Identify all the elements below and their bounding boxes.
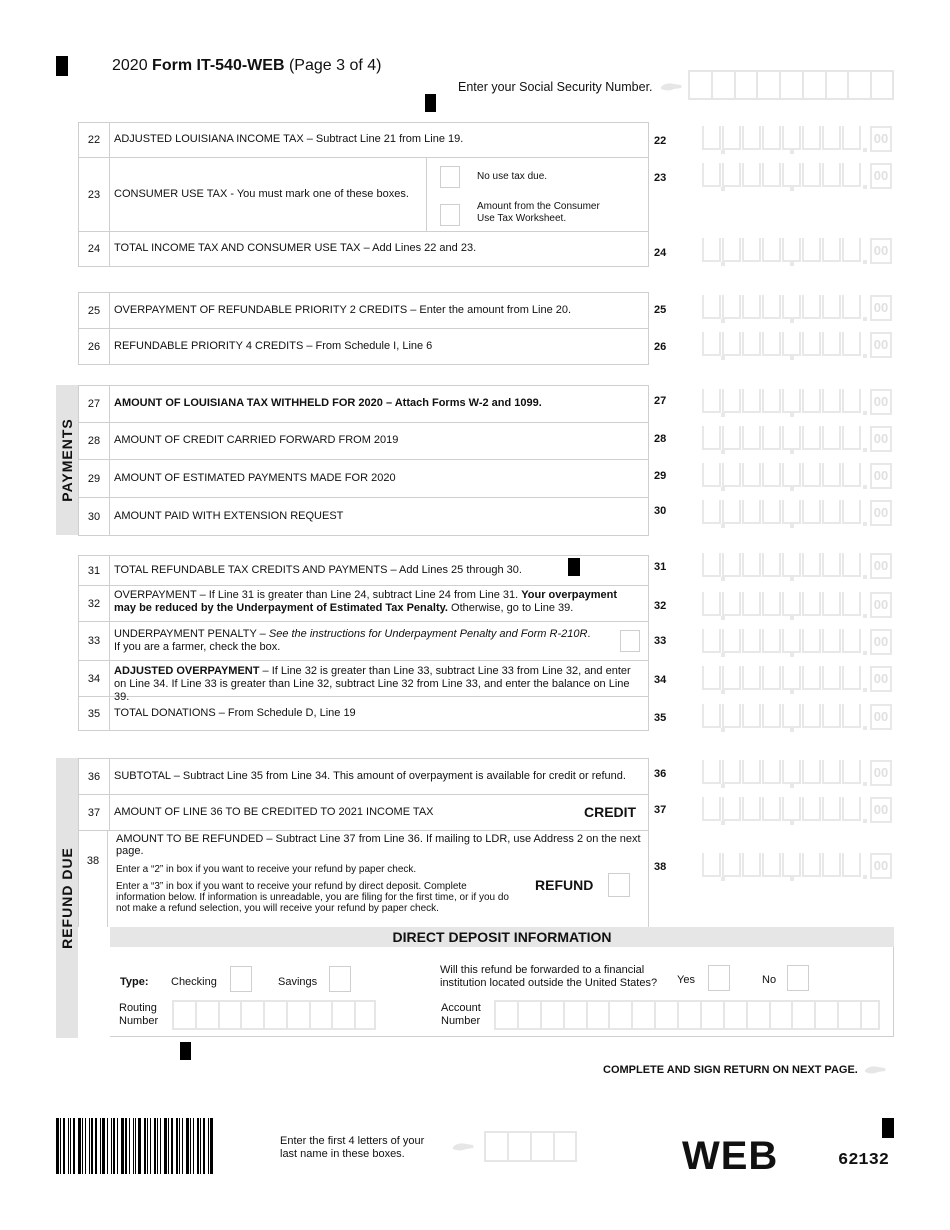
line-number: 22 — [78, 123, 110, 157]
line-31-amount-input[interactable] — [702, 551, 892, 583]
line-35-amount-input[interactable] — [702, 702, 892, 734]
line-number: 38 — [78, 831, 108, 927]
no-label: No — [762, 974, 777, 986]
line-24-amount-input[interactable] — [702, 236, 892, 268]
line-number: 34 — [78, 661, 110, 696]
line-ref-29: 29 — [654, 470, 667, 482]
line-ref-36: 36 — [654, 768, 667, 780]
line-38-amount-input[interactable] — [702, 851, 892, 883]
line-number: 31 — [78, 556, 110, 585]
use-tax-worksheet-label: Amount from the Consumer Use Tax Worksheet. — [477, 201, 600, 224]
line-number: 26 — [78, 329, 110, 364]
barcode-bar — [208, 1118, 209, 1174]
line-ref-30: 30 — [654, 505, 667, 517]
line-number: 32 — [78, 586, 110, 621]
savings-checkbox[interactable] — [329, 966, 351, 992]
line-ref-24: 24 — [654, 247, 667, 259]
line-23-amount-input[interactable] — [702, 161, 892, 193]
barcode-bar — [157, 1118, 158, 1174]
cents-placeholder: 00 — [870, 332, 892, 358]
barcode-bar — [73, 1118, 75, 1174]
direct-deposit-instruction: Enter a “3” in box if you want to receive your refund by direct deposit. Complete information below. If information is unreadable, you are filing for the first time, or if you do not make a refund selection, you will receive your refund by paper check. — [116, 881, 509, 914]
barcode-bar — [56, 1118, 59, 1174]
line-ref-33: 33 — [654, 635, 667, 647]
barcode-bar — [193, 1118, 194, 1174]
pointing-hand-icon — [660, 82, 682, 92]
barcode-bar — [111, 1118, 112, 1174]
barcode-bar — [121, 1118, 124, 1174]
cents-placeholder: 00 — [870, 426, 892, 452]
section-priority-credits — [78, 292, 649, 365]
line-26-amount-input[interactable] — [702, 330, 892, 362]
line-number: 28 — [78, 423, 110, 459]
cents-placeholder: 00 — [870, 666, 892, 692]
checking-checkbox[interactable] — [230, 966, 252, 992]
line-ref-22: 22 — [654, 135, 667, 147]
section-tax — [78, 122, 649, 267]
barcode-bar — [168, 1118, 169, 1174]
foreign-institution-question: Will this refund be forwarded to a financial institution located outside the United States? — [440, 964, 658, 990]
ssn-label: Enter your Social Security Number. — [458, 80, 653, 94]
line-ref-26: 26 — [654, 341, 667, 353]
line-ref-38: 38 — [654, 861, 667, 873]
account-type-label: Type: — [120, 976, 149, 988]
credit-label: CREDIT — [584, 804, 637, 820]
checking-label: Checking — [171, 976, 217, 988]
account-number-input[interactable] — [494, 1000, 880, 1030]
cents-placeholder: 00 — [870, 553, 892, 579]
routing-number-label: Routing Number — [119, 1002, 159, 1028]
barcode-bar — [176, 1118, 178, 1174]
line-ref-31: 31 — [654, 561, 667, 573]
line-description: UNDERPAYMENT PENALTY – See the instructions for Underpayment Penalty and Form R-210R. If you are a farmer, check the box. — [114, 628, 591, 654]
registration-mark — [425, 94, 436, 112]
barcode-bar — [133, 1118, 134, 1174]
line-number: 33 — [78, 622, 110, 660]
barcode-bar — [186, 1118, 189, 1174]
barcode-bar — [100, 1118, 101, 1174]
line-34-amount-input[interactable] — [702, 664, 892, 696]
line-33-amount-input[interactable] — [702, 627, 892, 659]
direct-deposit-header: DIRECT DEPOSIT INFORMATION — [110, 927, 894, 947]
refund-label: REFUND — [535, 877, 594, 893]
barcode-bar — [154, 1118, 156, 1174]
cents-placeholder: 00 — [870, 592, 892, 618]
barcode-bar — [78, 1118, 81, 1174]
barcode-bar — [107, 1118, 108, 1174]
barcode-bar — [144, 1118, 146, 1174]
line-25-amount-input[interactable] — [702, 293, 892, 325]
barcode-bar — [117, 1118, 118, 1174]
line-number: 35 — [78, 697, 110, 730]
line-description: AMOUNT OF LOUISIANA TAX WITHHELD FOR 2020 – Attach Forms W-2 and 1099. — [114, 397, 542, 410]
line-description: ADJUSTED OVERPAYMENT – If Line 32 is greater than Line 33, subtract Line 33 from Line 32, and enter on Line 34. If Line 33 is greater than Line 32, subtract Line 32 from Line 33, and enter the balance on Line 39. — [114, 665, 631, 704]
barcode-bar — [190, 1118, 191, 1174]
cents-placeholder: 00 — [870, 163, 892, 189]
line-29-amount-input[interactable] — [702, 461, 892, 493]
barcode-bar — [91, 1118, 93, 1174]
barcode-bar — [164, 1118, 167, 1174]
cents-placeholder: 00 — [870, 797, 892, 823]
foreign-yes-checkbox[interactable] — [708, 965, 730, 991]
cents-placeholder: 00 — [870, 295, 892, 321]
barcode-bar — [160, 1118, 161, 1174]
cents-placeholder: 00 — [870, 629, 892, 655]
line-number: 24 — [78, 232, 110, 266]
line-ref-34: 34 — [654, 674, 667, 686]
refund-due-sidebar: REFUND DUE — [56, 758, 78, 1038]
pointing-hand-icon — [864, 1065, 886, 1075]
line-32-amount-input[interactable] — [702, 590, 892, 622]
line-28-amount-input[interactable] — [702, 424, 892, 456]
line-number: 37 — [78, 795, 110, 830]
barcode — [56, 1118, 228, 1174]
barcode-bar — [129, 1118, 130, 1174]
barcode-bar — [95, 1118, 97, 1174]
cents-placeholder: 00 — [870, 463, 892, 489]
line-37-amount-input[interactable] — [702, 795, 892, 827]
line-number: 27 — [78, 386, 110, 422]
yes-label: Yes — [677, 974, 695, 986]
routing-number-input[interactable] — [172, 1000, 376, 1030]
last-name-input[interactable] — [484, 1131, 577, 1162]
section-refund — [78, 758, 649, 927]
payments-sidebar: PAYMENTS — [56, 385, 78, 535]
section-overpayment — [78, 555, 649, 731]
barcode-bar — [147, 1118, 148, 1174]
registration-mark — [180, 1042, 191, 1060]
section-payments — [78, 385, 649, 536]
line-number: 30 — [78, 498, 110, 535]
line-number: 29 — [78, 460, 110, 497]
registration-mark — [56, 56, 68, 76]
line-number: 36 — [78, 759, 110, 794]
line-30-amount-input[interactable] — [702, 498, 892, 530]
line-description: TOTAL DONATIONS – From Schedule D, Line 19 — [114, 706, 356, 719]
barcode-bar — [68, 1118, 69, 1174]
line-description: AMOUNT OF CREDIT CARRIED FORWARD FROM 2019 — [114, 434, 399, 447]
barcode-bar — [210, 1118, 213, 1174]
barcode-bar — [203, 1118, 205, 1174]
barcode-bar — [138, 1118, 141, 1174]
cents-placeholder: 00 — [870, 853, 892, 879]
foreign-no-checkbox[interactable] — [787, 965, 809, 991]
cents-placeholder: 00 — [870, 238, 892, 264]
cents-placeholder: 00 — [870, 760, 892, 786]
line-ref-23: 23 — [654, 172, 667, 184]
barcode-bar — [70, 1118, 71, 1174]
barcode-bar — [197, 1118, 199, 1174]
cents-placeholder: 00 — [870, 389, 892, 415]
line-ref-25: 25 — [654, 304, 667, 316]
last-name-prompt: Enter the first 4 letters of your last name in these boxes. — [280, 1135, 425, 1161]
line-description: AMOUNT PAID WITH EXTENSION REQUEST — [114, 509, 344, 522]
line-description: REFUNDABLE PRIORITY 4 CREDITS – From Schedule I, Line 6 — [114, 339, 433, 352]
cents-placeholder: 00 — [870, 704, 892, 730]
barcode-bar — [150, 1118, 151, 1174]
barcode-bar — [179, 1118, 180, 1174]
barcode-bar — [82, 1118, 83, 1174]
barcode-bar — [63, 1118, 65, 1174]
line-27-amount-input[interactable] — [702, 387, 892, 419]
no-use-tax-label: No use tax due. — [477, 171, 548, 182]
barcode-bar — [200, 1118, 201, 1174]
barcode-bar — [125, 1118, 127, 1174]
complete-sign-notice: COMPLETE AND SIGN RETURN ON NEXT PAGE. — [603, 1064, 858, 1076]
barcode-bar — [171, 1118, 173, 1174]
line-description: SUBTOTAL – Subtract Line 35 from Line 34. This amount of overpayment is available for credit or refund. — [114, 769, 626, 782]
form-code: 62132 — [838, 1151, 890, 1170]
barcode-bar — [102, 1118, 105, 1174]
page-title: 2020 Form IT-540-WEB (Page 3 of 4) — [112, 57, 382, 74]
line-description: AMOUNT TO BE REFUNDED – Subtract Line 37 from Line 36. If mailing to LDR, use Address 2 on the next page. — [116, 833, 641, 857]
cents-placeholder: 00 — [870, 126, 892, 152]
savings-label: Savings — [278, 976, 318, 988]
barcode-bar — [89, 1118, 90, 1174]
line-22-amount-input[interactable] — [702, 124, 892, 156]
barcode-bar — [60, 1118, 61, 1174]
line-description: TOTAL INCOME TAX AND CONSUMER USE TAX – Add Lines 22 and 23. — [114, 242, 477, 255]
barcode-bar — [135, 1118, 136, 1174]
line-number: 23 — [78, 158, 110, 231]
line-description: ADJUSTED LOUISIANA INCOME TAX – Subtract Line 21 from Line 19. — [114, 133, 464, 146]
line-ref-28: 28 — [654, 433, 667, 445]
ssn-input[interactable] — [688, 70, 894, 100]
line-description: AMOUNT OF LINE 36 TO BE CREDITED TO 2021 INCOME TAX — [114, 805, 434, 818]
barcode-bar — [85, 1118, 86, 1174]
cents-placeholder: 00 — [870, 500, 892, 526]
pointing-hand-icon — [452, 1142, 474, 1152]
barcode-bar — [113, 1118, 115, 1174]
line-ref-32: 32 — [654, 600, 667, 612]
registration-mark — [882, 1118, 894, 1138]
line-description: AMOUNT OF ESTIMATED PAYMENTS MADE FOR 2020 — [114, 471, 396, 484]
line-36-amount-input[interactable] — [702, 758, 892, 790]
line-number: 25 — [78, 293, 110, 328]
line-ref-35: 35 — [654, 712, 667, 724]
line-ref-37: 37 — [654, 804, 667, 816]
line-description: OVERPAYMENT – If Line 31 is greater than Line 24, subtract Line 24 from Line 31. Your overpayment may be reduced by the Underpayment of Estimated Tax Penalty. Otherwise, go to Line 39. — [114, 589, 618, 615]
line-description: OVERPAYMENT OF REFUNDABLE PRIORITY 2 CREDITS – Enter the amount from Line 20. — [114, 303, 572, 316]
barcode-bar — [182, 1118, 183, 1174]
line-description: TOTAL REFUNDABLE TAX CREDITS AND PAYMENTS – Add Lines 25 through 30. — [114, 563, 522, 576]
paper-check-instruction: Enter a “2” in box if you want to receive your refund by paper check. — [116, 864, 417, 875]
web-mark: WEB — [682, 1134, 779, 1178]
account-number-label: Account Number — [441, 1002, 481, 1028]
line-ref-27: 27 — [654, 395, 667, 407]
line-description: CONSUMER USE TAX - You must mark one of these boxes. — [114, 187, 409, 200]
